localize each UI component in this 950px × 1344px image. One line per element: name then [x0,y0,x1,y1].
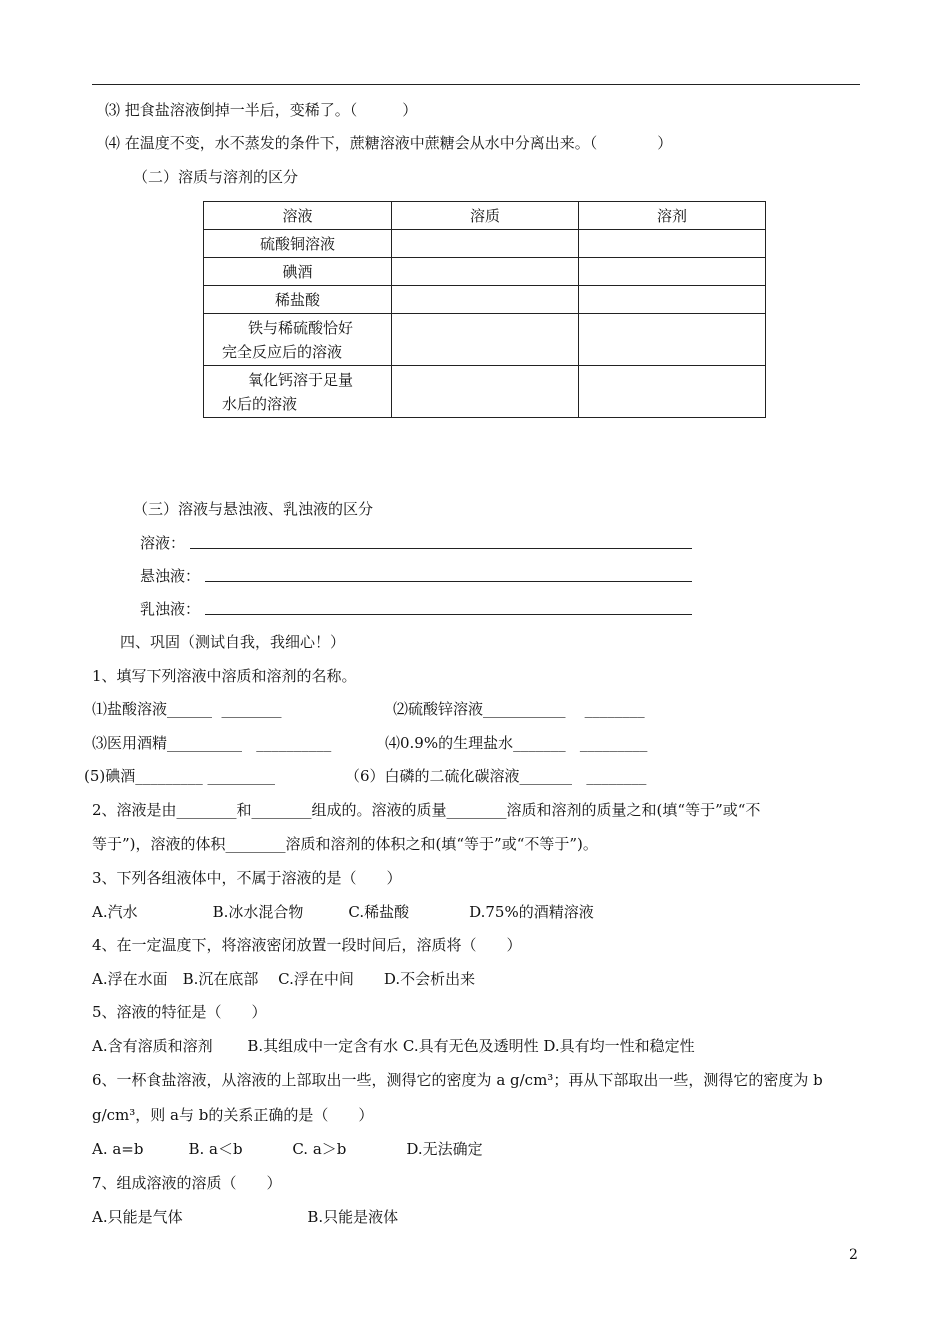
header-solution: 溶液 [204,202,392,230]
table-row [204,230,766,258]
row-label [204,314,392,366]
exercise-6-line-2: g/cm³，则 a与 b的关系正确的是（ ） [92,1106,374,1124]
row-label-line1: 氧化钙溶于足量 [248,370,354,389]
solvent-cell[interactable] [579,286,766,314]
exercise-1-item-2: ⑵硫酸锌溶液___________ ________ [393,700,645,718]
row-label-line2: 完全反应后的溶液 [222,342,343,361]
header-solute: 溶质 [392,202,579,230]
solute-cell[interactable] [392,366,579,418]
header-rule [92,84,860,85]
table-row [204,314,766,366]
exercise-7-options: A.只能是气体 B.只能是液体 [92,1208,399,1226]
exercise-7: 7、组成溶液的溶质（ ） [92,1174,282,1192]
fill-line-solution[interactable] [190,548,692,549]
fill-label-emulsion: 乳浊液： [140,600,201,618]
table-row [204,366,766,418]
fill-line-suspension[interactable] [205,581,692,582]
section-2-title: （二）溶质与溶剂的区分 [133,168,299,186]
question-3: ⑶ 把食盐溶液倒掉一半后，变稀了。（ ） [105,101,418,119]
solute-cell[interactable] [392,258,579,286]
exercise-6-options: A. a=b B. a＜b C. a＞b D.无法确定 [92,1140,483,1158]
exercise-1-item-3: ⑶医用酒精__________ __________ [92,734,332,752]
exercise-1-item-5: (5)碘酒_________ _________ [84,767,276,785]
row-label: 稀盐酸 [204,286,392,314]
exercise-2-line-1: 2、溶液是由________和________组成的。溶液的质量________溶质和溶剂的质量之和(填“等于”或“不 [92,801,761,819]
exercise-4-options: A.浮在水面 B.沉在底部 C.浮在中间 D.不会析出来 [92,970,476,988]
exercise-5: 5、溶液的特征是（ ） [92,1003,267,1021]
row-label: 硫酸铜溶液 [204,230,392,258]
solute-cell[interactable] [392,286,579,314]
table-row [204,286,766,314]
fill-line-emulsion[interactable] [205,614,692,615]
section-3-title: （三）溶液与悬浊液、乳浊液的区分 [133,500,374,518]
exercise-1-item-6: （6）白磷的二硫化碳溶液_______ ________ [345,767,647,785]
section-4-title: 四、巩固（测试自我，我细心！） [120,633,346,651]
exercise-4: 4、在一定温度下，将溶液密闭放置一段时间后，溶质将（ ） [92,936,522,954]
exercise-6-line-1: 6、一杯食盐溶液，从溶液的上部取出一些，测得它的密度为 a g/cm³；再从下部取出一些，测得它的密度为 b [92,1071,823,1089]
exercise-3-options: A.汽水 B.冰水混合物 C.稀盐酸 D.75%的酒精溶液 [92,903,594,921]
solute-cell[interactable] [392,230,579,258]
exercise-1-item-4: ⑷0.9%的生理盐水_______ _________ [385,734,648,752]
row-label: 碘酒 [204,258,392,286]
exercise-1-item-1: ⑴盐酸溶液______ ________ [92,700,282,718]
solvent-cell[interactable] [579,230,766,258]
solvent-cell[interactable] [579,258,766,286]
solvent-cell[interactable] [579,366,766,418]
exercise-2-line-2: 等于”)，溶液的体积________溶质和溶剂的体积之和(填“等于”或“不等于”)。 [92,835,598,853]
row-label-line1: 铁与稀硫酸恰好 [248,318,354,337]
header-solvent: 溶剂 [579,202,766,230]
solute-solvent-table [203,201,766,418]
solute-cell[interactable] [392,314,579,366]
table-row [204,258,766,286]
exercise-1: 1、填写下列溶液中溶质和溶剂的名称。 [92,667,357,685]
exercise-5-options: A.含有溶质和溶剂 B.其组成中一定含有水 C.具有无色及透明性 D.具有均一性和稳定性 [92,1037,695,1055]
solvent-cell[interactable] [579,314,766,366]
table-header-row [204,202,766,230]
exercise-3: 3、下列各组液体中，不属于溶液的是（ ） [92,869,402,887]
page-number: 2 [849,1247,858,1263]
question-4: ⑷ 在温度不变，水不蒸发的条件下，蔗糖溶液中蔗糖会从水中分离出来。（ ） [105,134,673,152]
fill-label-solution: 溶液： [140,534,186,552]
row-label [204,366,392,418]
fill-label-suspension: 悬浊液： [140,567,201,585]
row-label-line2: 水后的溶液 [222,394,298,413]
